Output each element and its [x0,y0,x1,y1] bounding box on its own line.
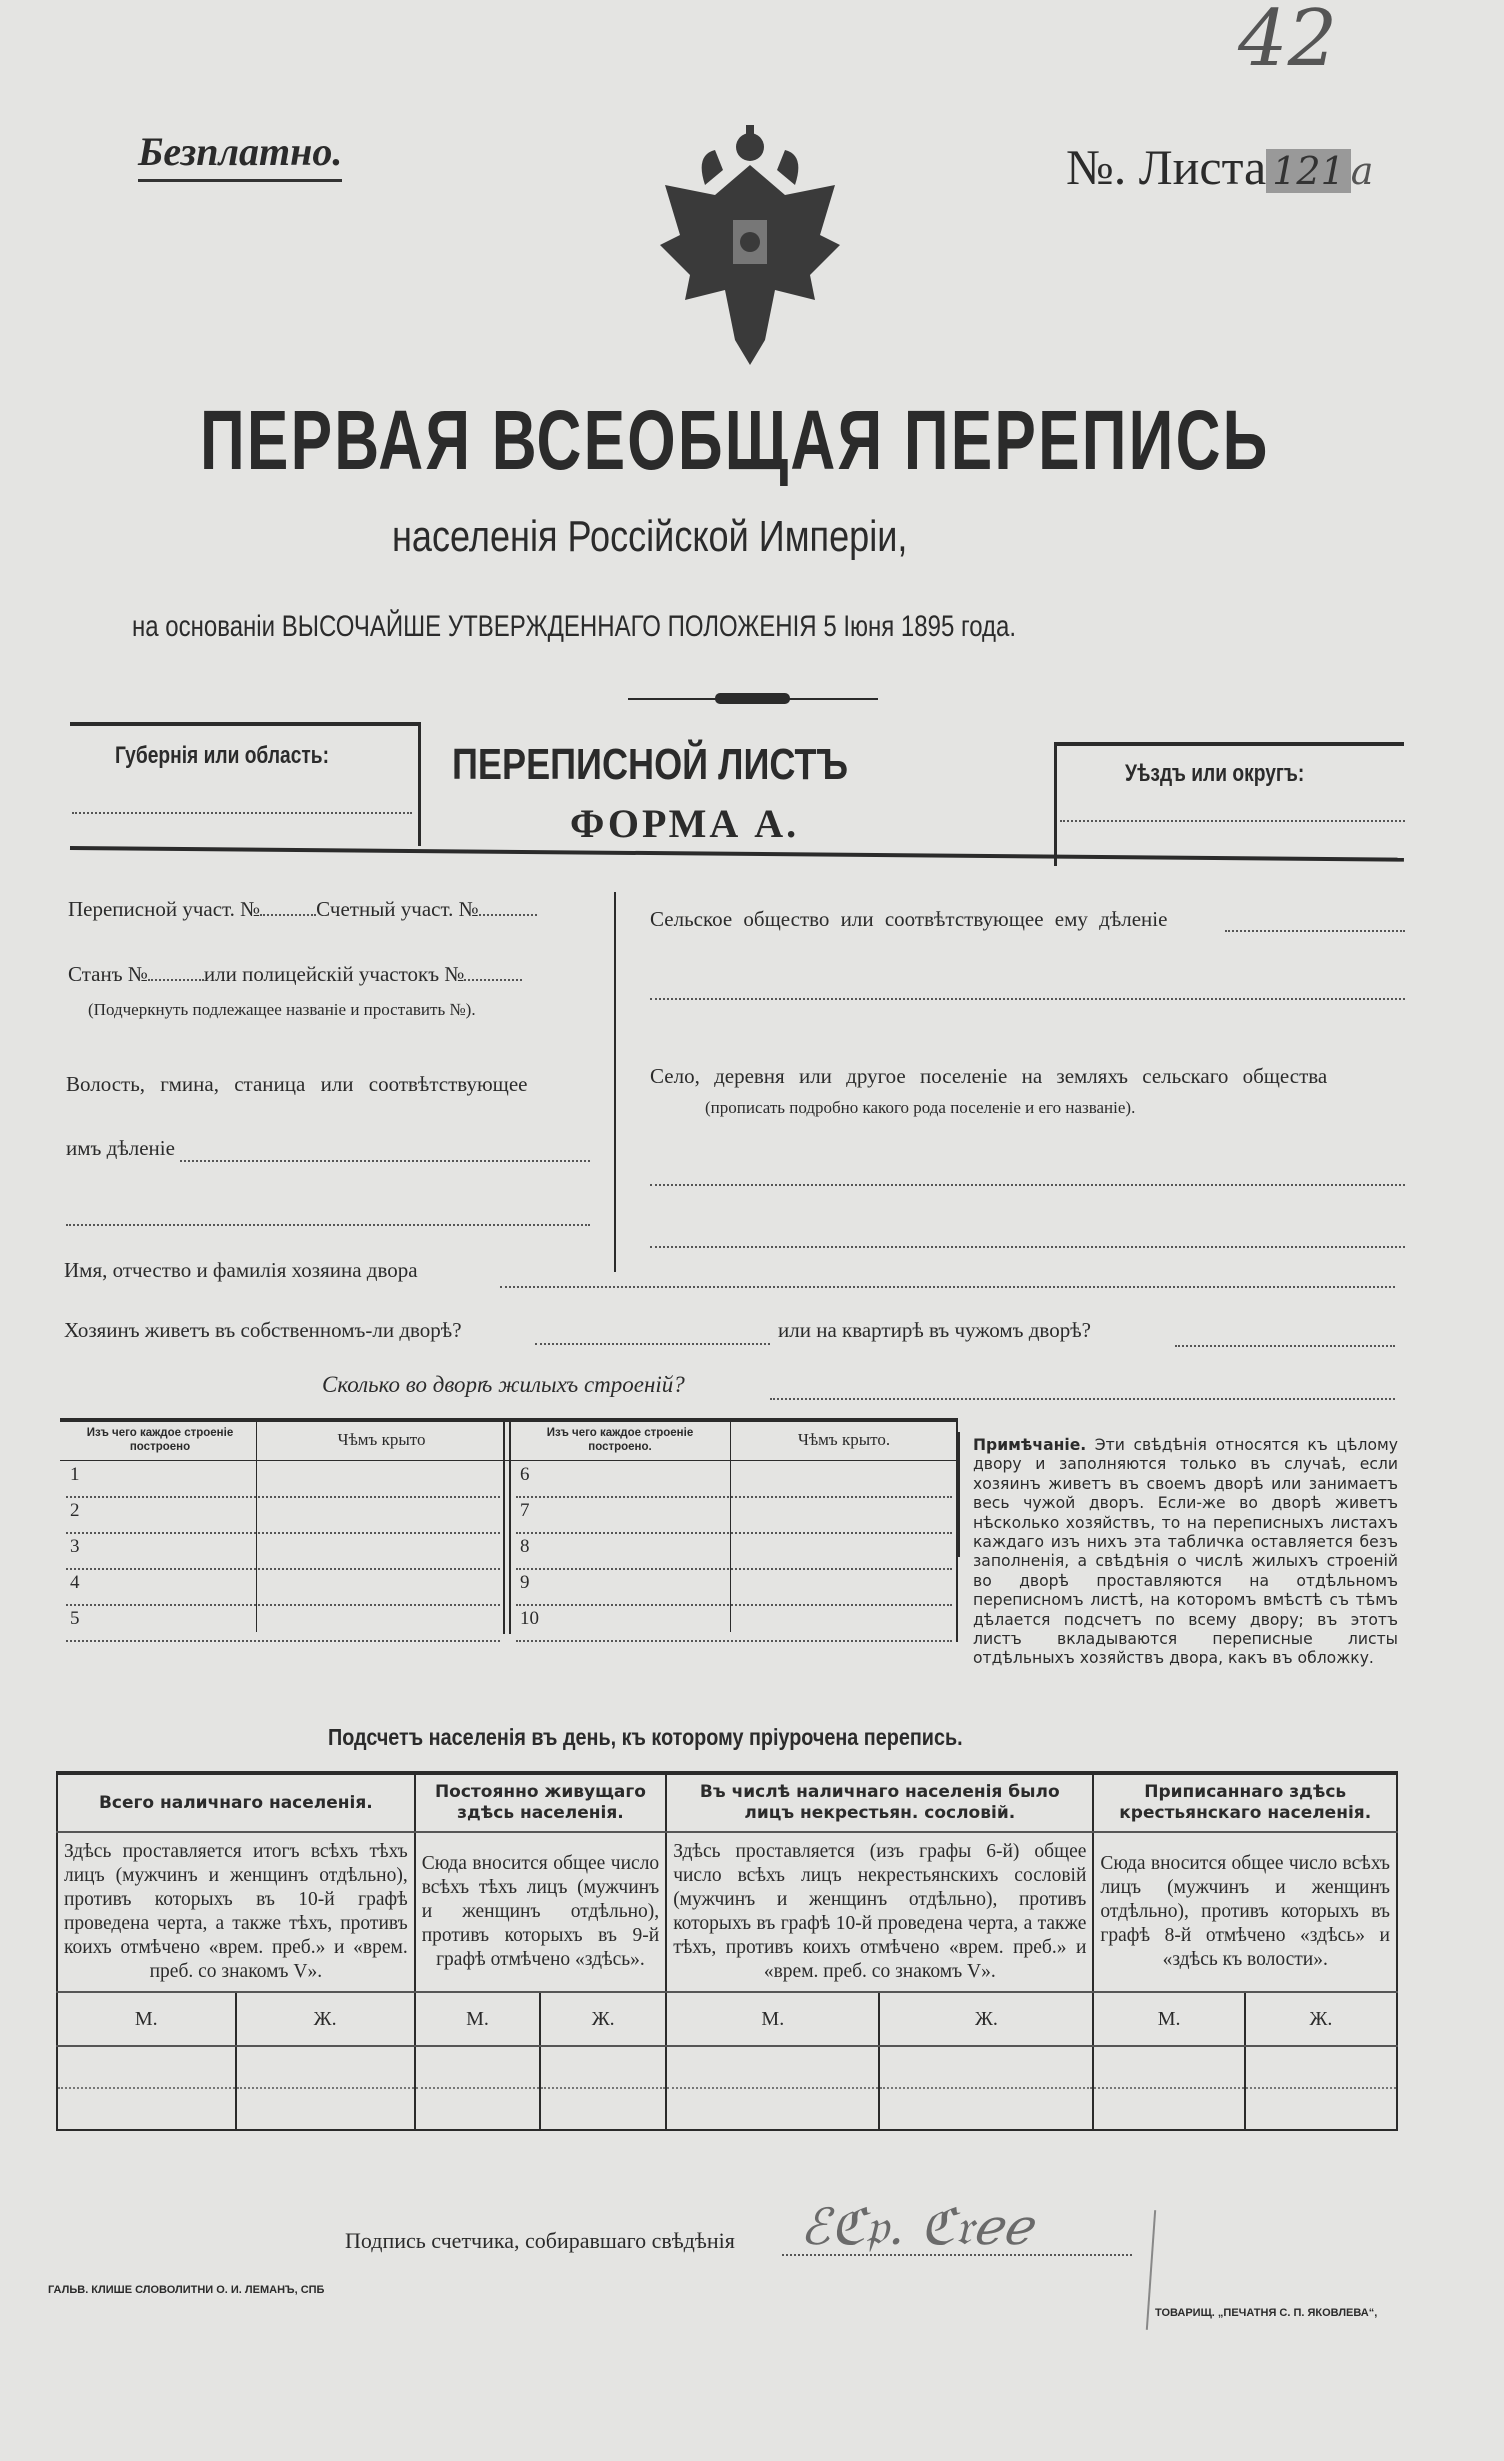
owner-name-field[interactable] [500,1286,1395,1288]
free-of-charge-label: Безплатно. [138,128,342,182]
count-table-heading: Подсчетъ населенія въ день, къ которому пріурочена перепись. [328,1724,963,1750]
building-row-number: 2 [70,1500,80,1521]
column-divider [614,892,616,1272]
count-col-desc: Здѣсь проставляется итогъ всѣхъ тѣхъ лицъ (мужчинъ и женщинъ отдѣльно), противъ которыхъ въ 10-й графѣ проведена черта, а также тѣхъ, противъ коихъ отмѣчено «врем. преб.» и «врем. преб. со знакомъ V». [57,1832,415,1992]
female-header: Ж. [1245,1992,1397,2046]
buildings-table [60,1418,958,1638]
building-row-number: 7 [520,1500,530,1521]
owner-rented-field[interactable] [1175,1345,1395,1347]
building-row-number: 8 [520,1536,530,1557]
male-count-cell[interactable] [666,2046,879,2088]
district-label: Уѣздъ или округъ: [1125,760,1305,787]
female-count-cell[interactable] [879,2088,1093,2130]
volost-field-2[interactable] [66,1224,590,1226]
population-count-table [56,1771,1398,2131]
male-count-cell[interactable] [1093,2046,1245,2088]
rural-society-field-2[interactable] [650,998,1405,1000]
province-label: Губернія или область: [115,742,329,769]
district-field[interactable] [1060,820,1405,822]
owner-name-label: Имя, отчество и фамилія хозяина двора [64,1258,418,1282]
building-row-field[interactable] [66,1604,500,1606]
building-row-field[interactable] [516,1532,952,1534]
building-row-number: 9 [520,1572,530,1593]
female-count-cell[interactable] [1245,2088,1397,2130]
sheet-number [1066,138,1373,196]
male-count-cell[interactable] [666,2088,879,2130]
volost-label: Волость, гмина, станица или соотвѣтствующее [66,1072,528,1096]
col-roof-header-2: Чѣмъ крыто. [797,1430,891,1449]
female-count-cell[interactable] [540,2046,666,2088]
rural-society-field[interactable] [1225,930,1405,932]
male-count-cell[interactable] [415,2088,541,2130]
count-col-title: Постоянно живущаго здѣсь населенія. [415,1773,666,1832]
male-count-cell[interactable] [415,2046,541,2088]
building-row-field[interactable] [66,1640,500,1642]
building-row-field[interactable] [516,1568,952,1570]
signature-label: Подпись счетчика, собиравшаго свѣдѣнія [345,2228,735,2253]
sheet-number-value: 121 [1266,149,1351,193]
count-col-title: Приписаннаго здѣсь крестьянскаго населенія. [1093,1773,1397,1832]
buildings-question: Сколько во дворѣ жилыхъ строеній? [322,1372,685,1397]
legal-basis: на основаніи ВЫСОЧАЙШЕ УТВЕРЖДЕННАГО ПОЛОЖЕНІЯ 5 Іюня 1895 года. [132,610,1017,643]
buildings-count-field[interactable] [770,1398,1395,1400]
village-label: Село, деревня или другое поселеніе на земляхъ сельскаго общества [650,1064,1328,1088]
printer-right: ТОВАРИЩ. „ПЕЧАТНЯ С. П. ЯКОВЛЕВА“, [1155,2307,1378,2319]
double-headed-eagle-icon [645,125,855,370]
building-row-field[interactable] [66,1496,500,1498]
building-row-field[interactable] [516,1496,952,1498]
printer-left: ГАЛЬВ. КЛИШЕ СЛОВОЛИТНИ О. И. ЛЕМАНЪ, СПБ [48,2284,325,2296]
female-count-cell[interactable] [540,2088,666,2130]
building-row-field[interactable] [516,1640,952,1642]
archive-number: 42 [1238,0,1338,84]
male-count-cell[interactable] [57,2088,236,2130]
province-field[interactable] [72,812,412,814]
building-row-number: 5 [70,1608,80,1629]
page-subtitle: населенія Россійской Имперіи, [392,512,908,561]
col-material-header: Изъ чего каждое строеніе построено [86,1427,234,1453]
building-row-field[interactable] [516,1604,952,1606]
female-header: Ж. [236,1992,415,2046]
male-header: М. [57,1992,236,2046]
volost-label-2: имъ дѣленіе [66,1136,175,1160]
building-row-number: 10 [520,1608,539,1629]
count-col-desc: Сюда вносится общее число всѣхъ лицъ (мужчинъ и женщинъ отдѣльно), противъ которыхъ въ графѣ 8-й отмѣчено «здѣсь» и «здѣсь къ волости». [1093,1832,1397,1992]
col-material-header-2: Изъ чего каждое строеніе построено. [546,1427,694,1453]
female-header: Ж. [879,1992,1093,2046]
stan-label: Станъ № или полицейскій участокъ № [68,962,522,987]
underline-hint: (Подчеркнуть подлежащее названіе и проставить №). [88,1000,476,1019]
col-roof-header: Чѣмъ крыто [337,1430,426,1449]
note-text: Примѣчаніе. Эти свѣдѣнія относятся къ цѣлому двору и заполняются только въ случаѣ, если хозяинъ живетъ въ своемъ дворѣ или занимаетъ весь чужой дворъ. Если-же во дворѣ живетъ нѣсколько хозяйствъ, то на переписныхъ листахъ каждаго изъ нихъ эта табличка оставляется безъ заполненія, а свѣдѣнія о числѣ жилыхъ строеній во дворѣ проставляются на отдѣльномъ переписномъ листѣ, на которомъ вмѣстѣ съ тѣмъ дѣлается подсчетъ по всему двору; въ этотъ листъ вкладываются переписные листы отдѣльныхъ хозяйствъ двора, какъ въ обложку. [973,1436,1398,1668]
female-count-cell[interactable] [1245,2046,1397,2088]
female-header: Ж. [540,1992,666,2046]
male-header: М. [1093,1992,1245,2046]
count-col-desc: Здѣсь проставляется (изъ графы 6-й) общее число всѣхъ лицъ некрестьянскихъ сословій (мужчинъ и женщинъ отдѣльно), противъ которыхъ въ графѣ 10-й проведена черта, а также тѣхъ, противъ коихъ отмѣчено «врем. преб.» и «врем. преб. со знакомъ V». [666,1832,1093,1992]
female-count-cell[interactable] [236,2046,415,2088]
female-count-cell[interactable] [879,2046,1093,2088]
sheet-number-label: №. Листа [1066,139,1267,195]
form-name: ФОРМА А. [570,801,800,846]
building-row-field[interactable] [66,1532,500,1534]
page-title: ПЕРВАЯ ВСЕОБЩАЯ ПЕРЕПИСЬ [200,393,1270,487]
owner-rented-label: или на квартирѣ въ чужомъ дворѣ? [778,1318,1091,1342]
count-col-title: Всего наличнаго населенія. [57,1773,415,1832]
owner-own-yard-field[interactable] [535,1343,770,1345]
building-row-number: 3 [70,1536,80,1557]
census-section-label: Переписной участ. № Счетный участ. № [68,897,537,922]
building-row-number: 1 [70,1464,80,1485]
building-row-number: 6 [520,1464,530,1485]
ornament-center [715,693,790,704]
village-field[interactable] [650,1184,1405,1186]
count-col-title: Въ числѣ наличнаго населенія было лицъ некрестьян. сословій. [666,1773,1093,1832]
owner-own-yard-label: Хозяинъ живетъ въ собственномъ-ли дворѣ? [64,1318,462,1342]
male-count-cell[interactable] [1093,2088,1245,2130]
rural-society-label: Сельское общество или соотвѣтствующее ему дѣленіе [650,907,1168,931]
volost-field[interactable] [180,1160,590,1162]
male-header: М. [415,1992,541,2046]
building-row-field[interactable] [66,1568,500,1570]
form-title: ПЕРЕПИСНОЙ ЛИСТЪ [452,740,848,789]
building-row-number: 4 [70,1572,80,1593]
count-col-desc: Сюда вносится общее число всѣхъ тѣхъ лицъ (мужчинъ и женщинъ отдѣльно), противъ которыхъ въ 9-й графѣ отмѣчено «здѣсь». [415,1832,666,1992]
enumerator-signature: ℰℭ𝔭. ℭ𝔯ℯℯ [800,2198,1032,2256]
village-field-2[interactable] [650,1246,1405,1248]
female-count-cell[interactable] [236,2088,415,2130]
male-header: М. [666,1992,879,2046]
male-count-cell[interactable] [57,2046,236,2088]
sheet-number-suffix: a [1350,149,1374,193]
village-hint: (прописать подробно какого рода поселеніе и его названіе). [705,1098,1136,1117]
